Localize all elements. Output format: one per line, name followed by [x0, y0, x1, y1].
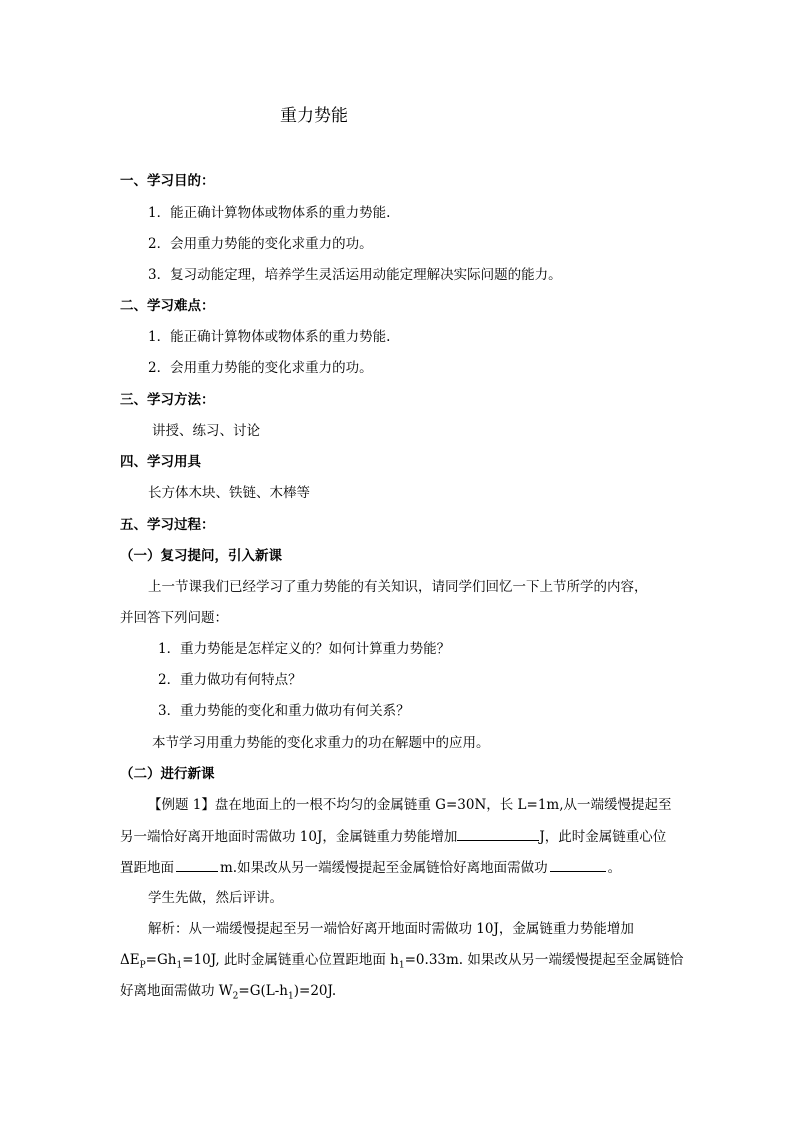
review-paragraph-line-2: 并回答下列问题：	[120, 610, 228, 626]
review-paragraph-line-1: 上一节课我们已经学习了重力势能的有关知识，请同学们回忆一下上节所学的内容，	[148, 579, 648, 595]
solution-line-2-b: =Gh	[145, 952, 177, 968]
answer-blank-1	[457, 826, 539, 841]
solution-line-2-a: ΔE	[120, 952, 140, 968]
question-2: 2．重力做功有何特点？	[158, 672, 302, 688]
subscript-2: 2	[232, 991, 239, 1002]
intro-paragraph: 本节学习用重力势能的变化求重力的功在解题中的应用。	[152, 735, 490, 751]
example-line-3-text-b: m.如果改从另一端缓慢提起至金属链恰好离地面需做功	[220, 860, 548, 876]
subscript-1b: 1	[398, 960, 405, 971]
student-instruction: 学生先做，然后评讲。	[148, 890, 283, 906]
example-line-2-text-a: 另一端恰好离开地面时需做功 10J，金属链重力势能增加	[120, 829, 458, 845]
purpose-item-3: 3．复习动能定理，培养学生灵活运用动能定理解决实际问题的能力。	[148, 267, 562, 283]
question-3: 3．重力势能的变化和重力做功有何关系？	[158, 703, 410, 719]
section-heading-process: 五、学习过程：	[120, 517, 215, 533]
section-heading-tools: 四、学习用具	[120, 454, 201, 470]
tools-text: 长方体木块、铁链、木棒等	[148, 485, 310, 501]
example-line-3-text-a: 置距地面	[120, 860, 174, 876]
difficulty-item-2: 2．会用重力势能的变化求重力的功。	[148, 360, 373, 376]
example-line-2	[120, 826, 666, 847]
purpose-item-1: 1．能正确计算物体或物体系的重力势能.	[148, 205, 391, 221]
section-heading-difficulty: 二、学习难点：	[120, 298, 215, 314]
example-line-1: 【例题 1】盘在地面上的一根不均匀的金属链重 G=30N，长 L=1m,从一端缓慢提起至	[148, 797, 672, 813]
question-1: 1．重力势能是怎样定义的？如何计算重力势能？	[158, 641, 451, 657]
method-text: 讲授、练习、讨论	[152, 423, 260, 439]
subsection-heading-review: （一）复习提问，引入新课	[120, 548, 282, 564]
section-heading-method: 三、学习方法：	[120, 392, 215, 408]
solution-line-3	[120, 981, 336, 1001]
subscript-p: P	[139, 960, 146, 971]
answer-blank-3	[550, 857, 606, 872]
example-line-2-text-b: J，此时金属链重心位	[539, 829, 667, 845]
solution-line-2-c: =10J, 此时金属链重心位置距地面 h	[182, 952, 399, 968]
example-line-3	[120, 857, 621, 878]
subscript-1a: 1	[176, 960, 183, 971]
page-title: 重力势能	[280, 106, 348, 126]
solution-line-2	[120, 950, 683, 970]
solution-line-3-c: )=20J.	[293, 983, 337, 999]
difficulty-item-1: 1．能正确计算物体或物体系的重力势能.	[148, 329, 391, 345]
solution-line-3-a: 好离地面需做功 W	[120, 983, 233, 999]
example-line-3-text-c: 。	[607, 860, 622, 876]
answer-blank-2	[176, 857, 218, 872]
solution-line-2-d: =0.33m. 如果改从另一端缓慢提起至金属链恰	[404, 952, 684, 968]
subsection-heading-new-lesson: （二）进行新课	[120, 766, 215, 782]
purpose-item-2: 2．会用重力势能的变化求重力的功。	[148, 236, 373, 252]
subscript-1c: 1	[288, 991, 294, 1002]
solution-line-3-b: =G(L-h	[238, 983, 288, 999]
section-heading-purpose: 一、学习目的：	[120, 173, 215, 189]
solution-line-1: 解析：从一端缓慢提起至另一端恰好离开地面时需做功 10J，金属链重力势能增加	[148, 921, 634, 937]
